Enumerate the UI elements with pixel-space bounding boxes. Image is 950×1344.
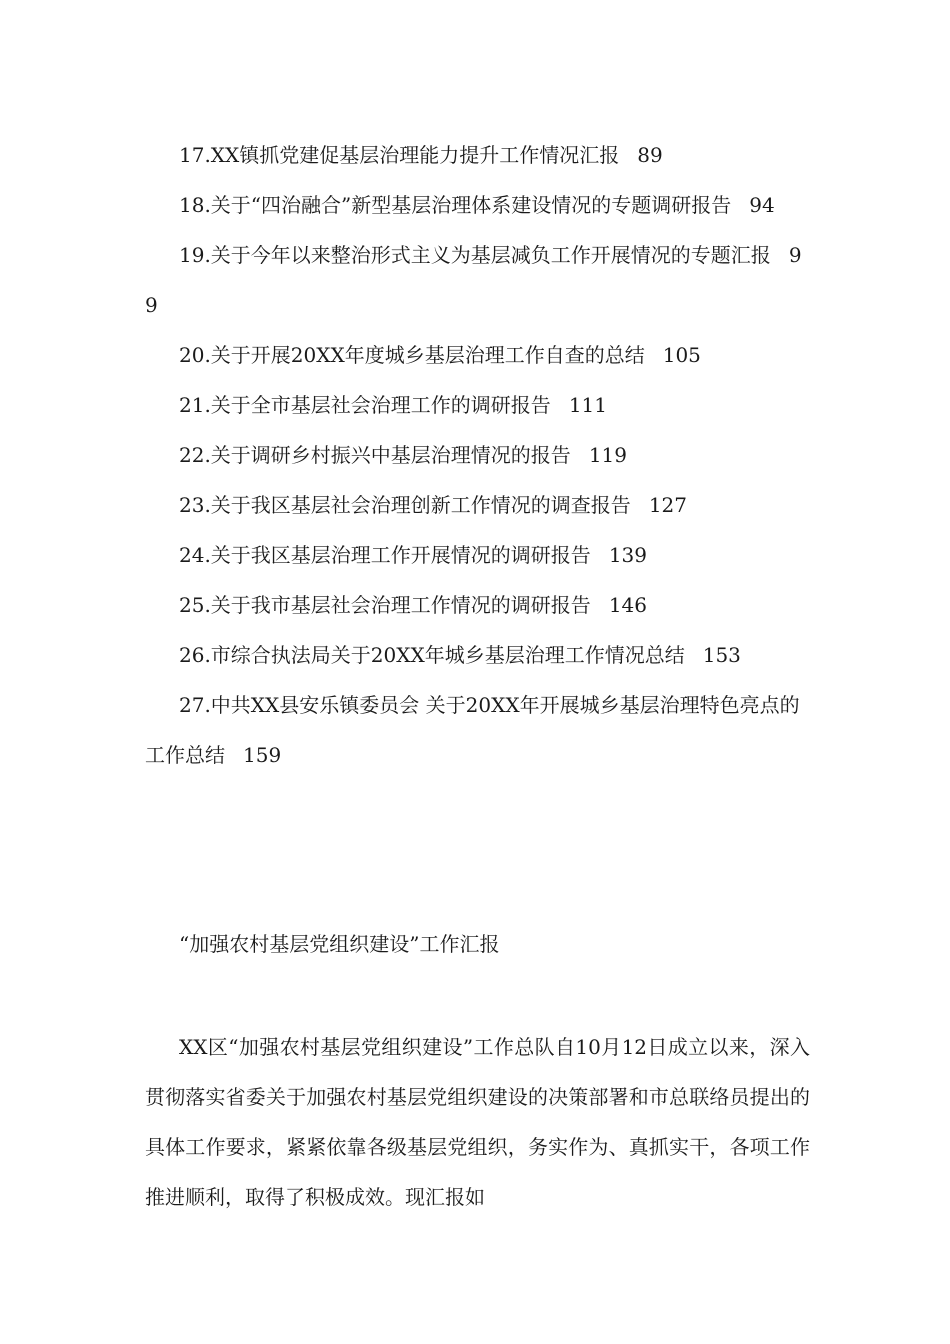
toc-entry-title: 25.关于我市基层社会治理工作情况的调研报告 <box>179 593 591 617</box>
toc-entry-18[interactable] <box>145 180 810 230</box>
toc-page-number: 127 <box>648 493 687 517</box>
toc-entry-24[interactable] <box>145 530 810 580</box>
toc-entry-22[interactable] <box>145 430 810 480</box>
toc-entry-title: 22.关于调研乡村振兴中基层治理情况的报告 <box>179 443 571 467</box>
toc-entry-26[interactable] <box>145 630 810 680</box>
toc-page-number: 89 <box>637 143 663 167</box>
section-title: “加强农村基层党组织建设”工作汇报 <box>179 932 500 956</box>
body-paragraph: XX区“加强农村基层党组织建设”工作总队自10月12日成立以来，深入贯彻落实省委关于加强农村基层党组织建设的决策部署和市总联络员提出的具体工作要求，紧紧依靠各级基层党组织，务实作为、真抓实干，各项工作推进顺利，取得了积极成效。现汇报如 <box>145 1035 810 1209</box>
toc-entry-title: 26.市综合执法局关于20XX年城乡基层治理工作情况总结 <box>179 643 685 667</box>
toc-entry-title: 24.关于我区基层治理工作开展情况的调研报告 <box>179 543 591 567</box>
toc-page-number: 159 <box>243 743 282 767</box>
toc-entry-title: 21.关于全市基层社会治理工作的调研报告 <box>179 393 551 417</box>
toc-entry-17[interactable] <box>145 130 810 180</box>
toc-entry-25[interactable] <box>145 580 810 630</box>
toc-entry-title: 23.关于我区基层社会治理创新工作情况的调查报告 <box>179 493 631 517</box>
toc-page-number: 119 <box>588 443 627 467</box>
toc-entry-21[interactable] <box>145 380 810 430</box>
toc-page-number: 153 <box>702 643 741 667</box>
table-of-contents <box>145 130 810 780</box>
toc-entry-27[interactable] <box>145 680 810 780</box>
toc-entry-title: 19.关于今年以来整治形式主义为基层减负工作开展情况的专题汇报 <box>179 243 771 267</box>
toc-entry-title: 18.关于“四治融合”新型基层治理体系建设情况的专题调研报告 <box>179 193 732 217</box>
toc-page-number: 99 <box>145 243 802 317</box>
toc-page-number: 94 <box>749 193 775 217</box>
toc-page-number: 111 <box>568 393 607 417</box>
toc-entry-title: 17.XX镇抓党建促基层治理能力提升工作情况汇报 <box>179 143 620 167</box>
toc-entry-title: 27.中共XX县安乐镇委员会 关于20XX年开展城乡基层治理特色亮点的 工作总结 <box>145 693 800 767</box>
toc-entry-title: 20.关于开展20XX年度城乡基层治理工作自查的总结 <box>179 343 645 367</box>
toc-entry-20[interactable] <box>145 330 810 380</box>
toc-entry-19[interactable] <box>145 230 810 330</box>
toc-entry-23[interactable] <box>145 480 810 530</box>
toc-page-number: 139 <box>608 543 647 567</box>
toc-page-number: 146 <box>608 593 647 617</box>
toc-page-number: 105 <box>662 343 701 367</box>
